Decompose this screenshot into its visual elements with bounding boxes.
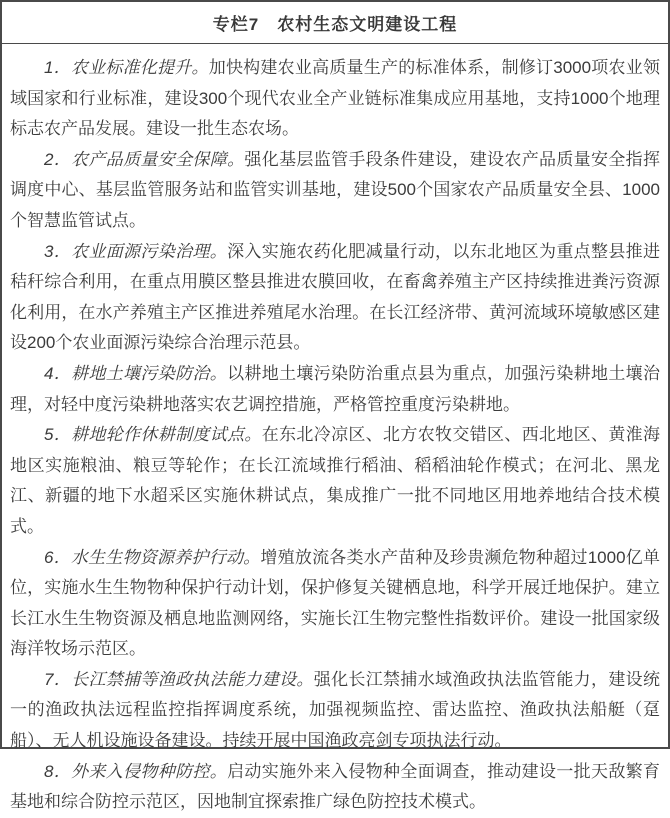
paragraph-text: 启动实施外来入侵物种全面调查，推动建设一批天敌繁育基地和综合防控示范区，因地制宜探索推广绿色防控技术模式。 [10, 761, 660, 812]
paragraph-text: 深入实施农药化肥减量行动，以东北地区为重点整县推进秸秆综合利用，在重点用膜区整县推进农膜回收，在畜禽养殖主产区持续推进粪污资源化利用，在水产养殖主产区推进养殖尾水治理。在长江经济带、黄河流域环境敏感区建设200个农业面源污染综合治理示范县。 [10, 241, 660, 353]
paragraph-text: 在东北冷凉区、北方农牧交错区、西北地区、黄淮海地区实施粮油、粮豆等轮作；在长江流域推行稻油、稻稻油轮作模式；在河北、黑龙江、新疆的地下水超采区实施休耕试点，集成推广一批不同地区用地养地结合技术模式。 [10, 425, 660, 536]
page-title: 专栏7 农村生态文明建设工程 [212, 15, 458, 34]
paragraph [10, 665, 660, 757]
paragraph-lead: 2．农产品质量安全保障。 [44, 149, 245, 169]
paragraph-text: 增殖放流各类水产苗种及珍贵濒危物种超过1000亿单位，实施水生生物物种保护行动计划，保护修复关键栖息地，科学开展迁地保护。建立长江水生生物资源及栖息地监测网络，实施长江生物完整性指数评价。建设一批国家级海洋牧场示范区。 [10, 547, 660, 659]
paragraph-lead: 4．耕地土壤污染防治。 [44, 363, 228, 383]
panel-title-bar [2, 2, 668, 44]
paragraph-lead: 7．长江禁捕等渔政执法能力建设。 [44, 669, 314, 689]
paragraph-lead: 8．外来入侵物种防控。 [44, 761, 228, 781]
paragraph [10, 757, 660, 818]
paragraph-lead: 5．耕地轮作休耕制度试点。 [44, 425, 262, 445]
paragraph [10, 53, 660, 145]
paragraph-lead: 6．水生生物资源养护行动。 [44, 547, 261, 567]
paragraph-lead: 1．农业标准化提升。 [44, 58, 209, 77]
paragraph-lead: 3．农业面源污染治理。 [44, 241, 228, 261]
paragraph-text: 以耕地土壤污染防治重点县为重点，加强污染耕地土壤治理，对轻中度污染耕地落实农艺调控措施，严格管控重度污染耕地。 [10, 363, 660, 414]
paragraph [10, 359, 660, 420]
panel-body [2, 44, 668, 818]
paragraph [10, 145, 660, 237]
paragraph [10, 420, 660, 542]
paragraph-text: 强化长江禁捕水域渔政执法监管能力，建设统一的渔政执法远程监控指挥调度系统，加强视频监控、雷达监控、渔政执法船艇（趸船）、无人机设施设备建设。持续开展中国渔政亮剑专项执法行动。 [10, 669, 660, 751]
paragraph-text: 强化基层监管手段条件建设，建设农产品质量安全指挥调度中心、基层监管服务站和监管实训基地，建设500个国家农产品质量安全县、1000个智慧监管试点。 [10, 149, 660, 230]
paragraph [10, 543, 660, 665]
paragraph [10, 237, 660, 359]
paragraph-text: 加快构建农业高质量生产的标准体系，制修订3000项农业领域国家和行业标准，建设300个现代农业全产业链标准集成应用基地，支持1000个地理标志农产品发展。建设一批生态农场。 [10, 58, 660, 139]
